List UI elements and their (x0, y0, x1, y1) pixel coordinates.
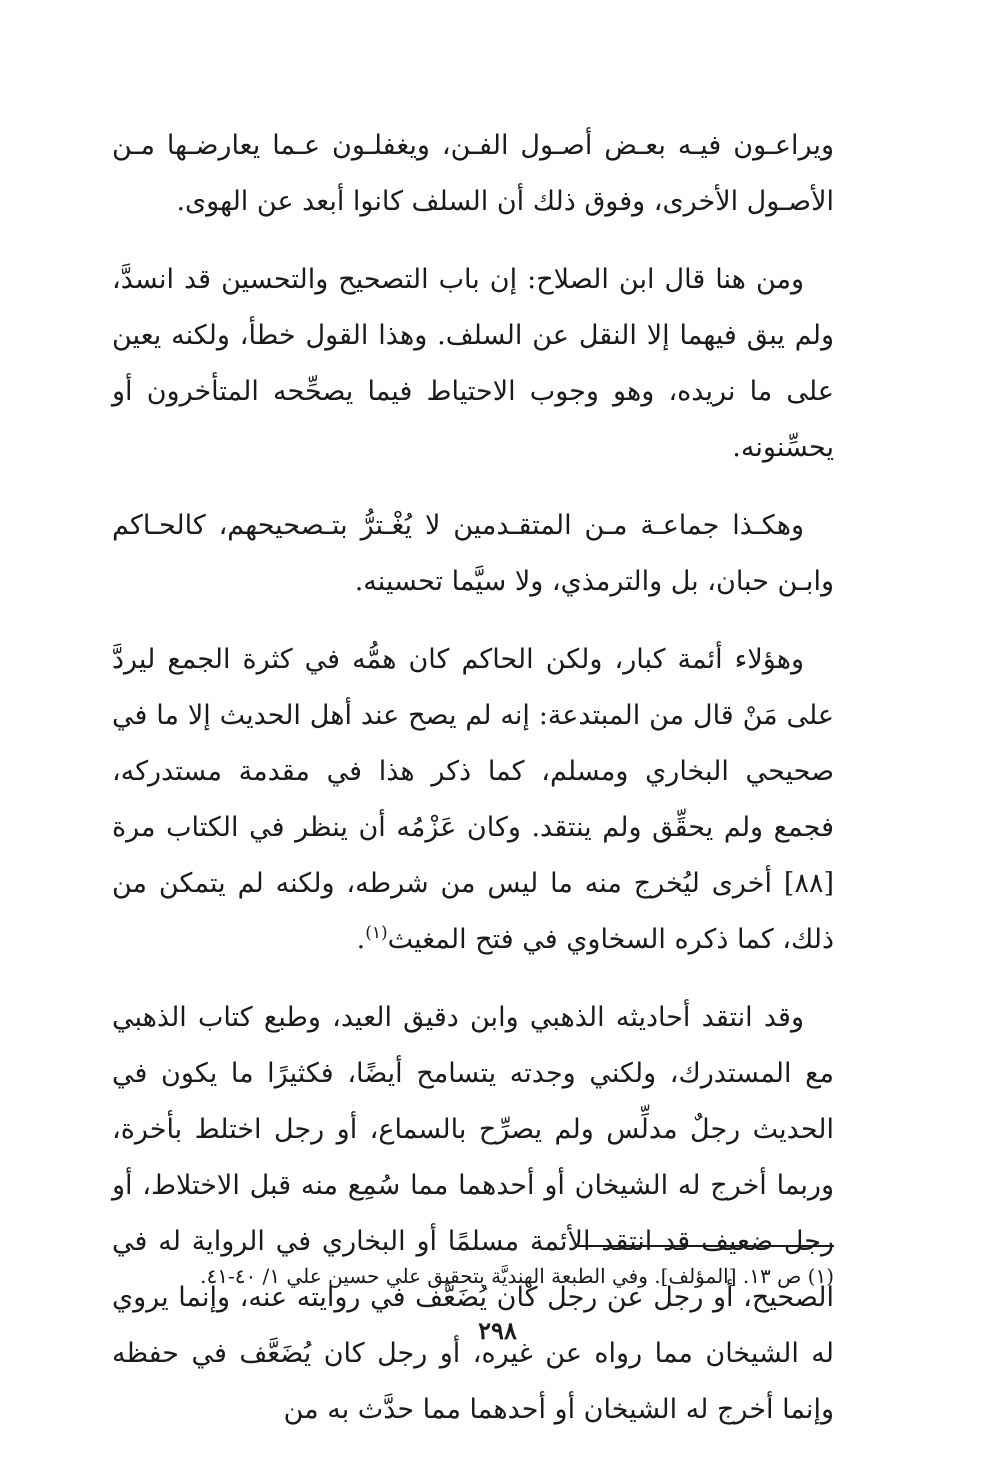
paragraph-1: ويراعـون فيـه بعـض أصـول الفـن، ويغفلـون عـما يعارضـها مـن الأصـول الأخرى، وفوق ذلك أن السلف كانوا أبعد عن الهوى. (112, 130, 834, 217)
page-number: ٢٩٨ (478, 1316, 517, 1345)
footnote: (١) ص ١٣. [المؤلف]. وفي الطبعة الهنديَّة بتحقيق علي حسين علي ١/ ٤٠-٤١. (200, 1264, 834, 1288)
paragraph-3: وهكـذا جماعـة مـن المتقـدمين لا يُغْـترُّ بتـصحيحهم، كالحـاكم وابـن حبان، بل والترمذي، ولا سيَّما تحسينه. (112, 510, 834, 597)
paragraph-5: وقد انتقد أحاديثه الذهبي وابن دقيق العيد، وطبع كتاب الذهبي مع المستدرك، ولكني وجدته يتسامح أيضًا، فكثيرًا ما يكون في الحديث رجلٌ مدلِّس ولم يصرِّح بالسماع، أو رجل اختلط بأخرة، وربما أخرج له الشيخان أو أحدهما مما سُمِع منه قبل الاختلاط، أو رجل ضعيف قد انتقد الأئمة مسلمًا أو البخاري في الرواية له في الصحيح، أو رجل عن رجل كان يُضَعَّف في روايته عنه، وإنما يروي له الشيخان مما رواه عن غيره، أو رجل كان يُضَعَّف في حفظه وإنما أخرج له الشيخان أو أحدهما مما حدَّث به من (112, 1002, 834, 1425)
footnote-reference[interactable]: (١) (365, 923, 388, 943)
paragraph-4-text: وهؤلاء أئمة كبار، ولكن الحاكم كان همُّه في كثرة الجمع ليردَّ على مَنْ قال من المبتدعة: إنه لم يصح عند أهل الحديث إلا ما في صحيحي البخاري ومسلم، كما ذكر هذا في مقدمة مستدركه، فجمع ولم يحقِّق ولم ينتقد. وكان عَزْمُه أن ينظر في الكتاب مرة [٨٨] أخرى ليُخرج منه ما ليس من شرطه، ولكنه لم يتمكن من ذلك، كما ذكره السخاوي في فتح المغيث (112, 644, 834, 955)
footnote-separator (578, 1245, 834, 1247)
paragraph-4-end: . (356, 924, 366, 955)
paragraph-4 (112, 632, 834, 968)
paragraph-2: ومن هنا قال ابن الصلاح: إن باب التصحيح والتحسين قد انسدَّ، ولم يبق فيهما إلا النقل عن السلف. وهذا القول خطأ، ولكنه يعين على ما نريده، وهو وجوب الاحتياط فيما يصحِّحه المتأخرون أو يحسِّنونه. (112, 264, 834, 463)
